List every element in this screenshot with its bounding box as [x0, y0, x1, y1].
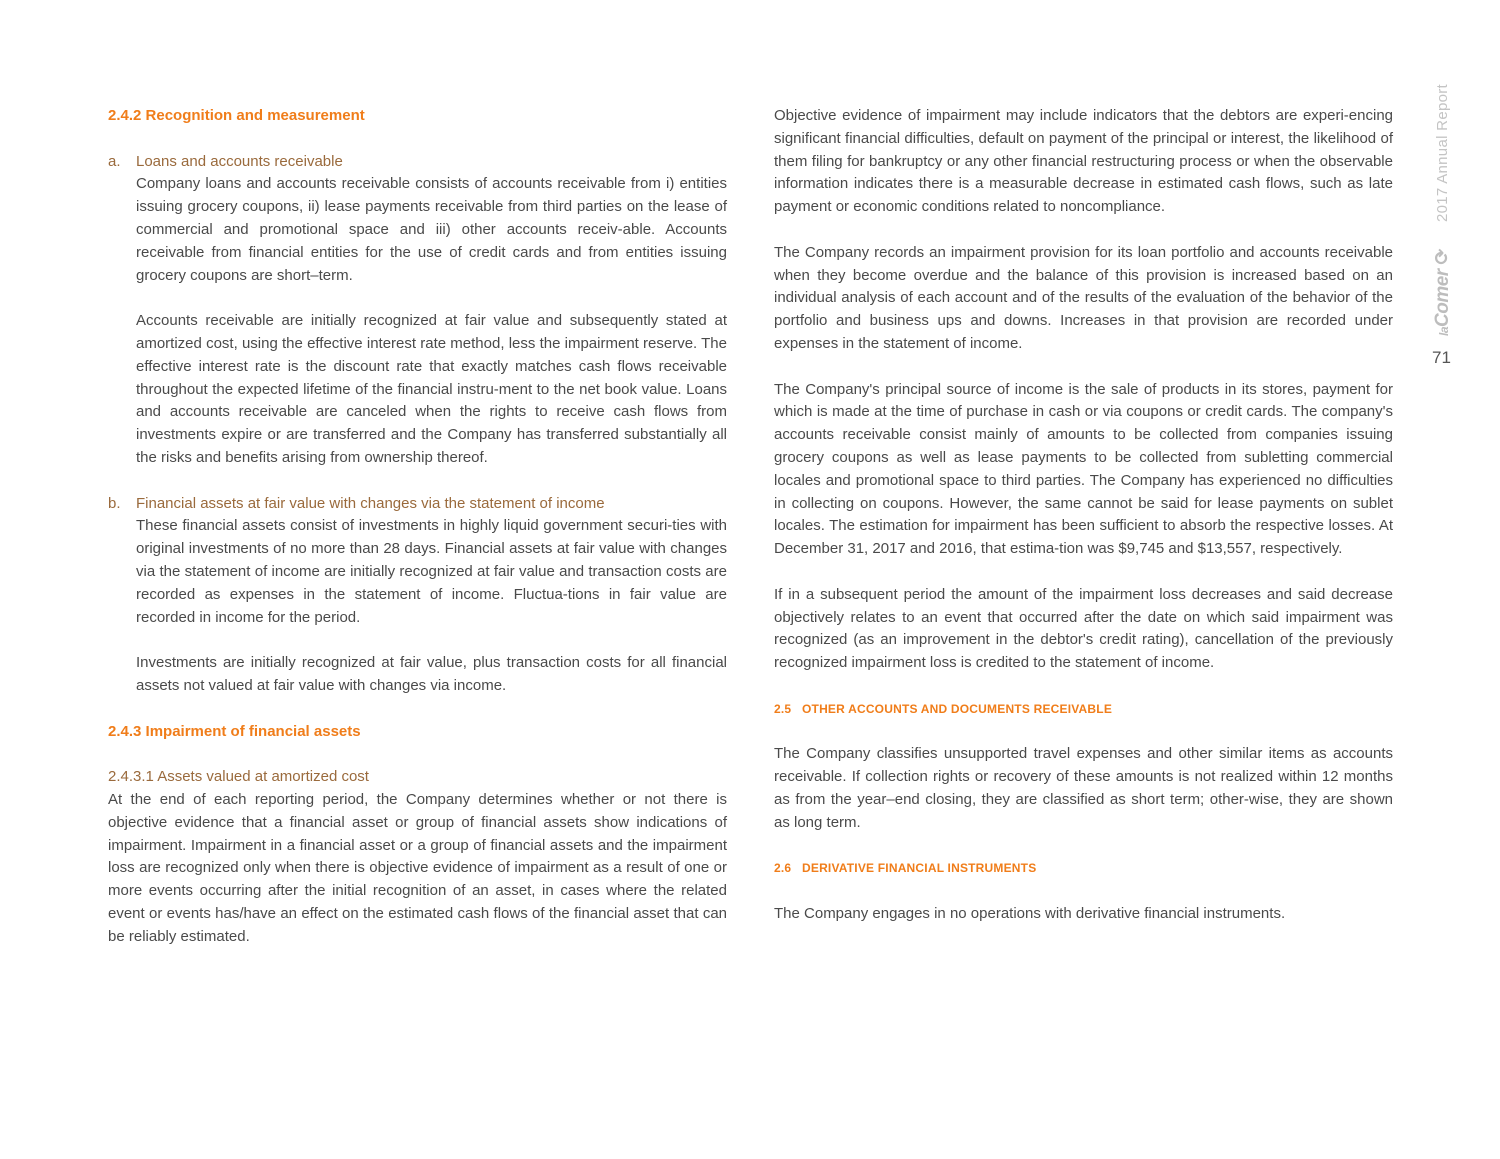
right-paragraph-2: The Company records an impairment provision for its loan portfolio and accounts receivable when they become overdue and the balance of this provision is increased based on an individual analysis of each account and of the results of the evaluation of the behavior of the portfolio and business ups and downs. Increases in that provision are recorded under expenses in the statement of income.: [774, 243, 1393, 352]
lacomer-logo: [1431, 249, 1454, 336]
right-paragraph-5: The Company classifies unsupported travel expenses and other similar items as accounts receivable. If collection rights or recovery of these amounts is not realized within 12 months as from the year–end closing, they are classified as short term; other-wise, they are shown as long term.: [774, 745, 1393, 831]
item-b-marker: b.: [108, 494, 121, 512]
section-2-5-heading: [774, 698, 1393, 721]
item-b-title: Financial assets at fair value with changes via the statement of income: [136, 494, 605, 512]
annual-report-label: 2017 Annual Report: [1434, 83, 1451, 222]
item-a-marker: a.: [108, 152, 121, 170]
logo-prefix: la: [1437, 326, 1451, 336]
section-2-6-heading: [774, 857, 1393, 880]
item-b-paragraph-1: These financial assets consist of investments in highly liquid government securi-ties with original investments of no more than 28 days. Financial assets at fair value with changes via the statement of income are initially recognized at fair value and transaction costs are recorded as expenses in the statement of income. Fluctua-tions in fair value are recorded in income for the period.: [136, 517, 727, 626]
right-paragraph-1: Objective evidence of impairment may include indicators that the debtors are experi-encing significant financial difficulties, default on payment of the principal or interest, the likelihood of them filing for bankruptcy or any other financial restructuring process or when the observable information indicates there is a measurable decrease in estimated cash flows, such as late payment or economic conditions related to noncompliance.: [774, 107, 1393, 216]
item-a-paragraph-2: Accounts receivable are initially recognized at fair value and subsequently stated at amortized cost, using the effective interest rate method, less the impairment reserve. The effective interest rate is the discount rate that exactly matches cash flows receivable throughout the expected lifetime of the financial instru-ment to the net book value. Loans and accounts receivable are canceled when the rights to receive cash flows from investments expire or are transferred and the Company has transferred substantially all the risks and benefits arising from ownership thereof.: [136, 312, 727, 466]
section-2-5-title: OTHER ACCOUNTS AND DOCUMENTS RECEIVABLE: [802, 701, 1113, 716]
page-number: 71: [1432, 348, 1451, 367]
list-item-b: [108, 493, 727, 698]
item-a-paragraph-1: Company loans and accounts receivable consists of accounts receivable from i) entities issuing grocery coupons, ii) lease payments receivable from third parties on the lease of commercial and promotional space and iii) other accounts receiv-able. Accounts receivable from financial entities for the use of credit cards and from entities issuing grocery coupons are short–term.: [136, 175, 727, 284]
logo-name: Comer: [1432, 269, 1453, 327]
right-paragraph-3: The Company's principal source of income is the sale of products in its stores, payment for which is made at the time of purchase in cash or via coupons or credit cards. The company's accounts receivable consist mainly of amounts to be collected from companies issuing grocery coupons as well as lease payments to be collected from subletting commercial locales and promotional space to third parties. The Company has experienced no difficulties in collecting on coupons. However, the same cannot be said for lease payments on sublet locales. The estimation for impairment has been sufficient to absorb the respective losses. At December 31, 2017 and 2016, that estima-tion was $9,745 and $13,557, respectively.: [774, 380, 1393, 558]
paragraph-2-4-3-1: At the end of each reporting period, the Company determines whether or not there is objective evidence that a financial asset or group of financial assets show indications of impairment. Impairment in a financial asset or a group of financial assets and the impairment loss are recognized only when there is objective evidence of impairment as a result of one or more events occurring after the initial recognition of an asset, in cases where the related event or events has/have an effect on the estimated cash flows of the financial asset that can be reliably estimated.: [108, 790, 727, 945]
section-2-6-title: DERIVATIVE FINANCIAL INSTRUMENTS: [802, 861, 1037, 876]
item-a-title: Loans and accounts receivable: [136, 152, 343, 170]
list-item-a: [108, 151, 727, 470]
logo-swirl-icon: ⟳: [1432, 249, 1453, 265]
heading-2-4-2: 2.4.2 Recognition and measurement: [108, 107, 365, 124]
right-column: [774, 105, 1393, 926]
heading-2-4-3-1: 2.4.3.1 Assets valued at amortized cost: [108, 768, 369, 786]
right-paragraph-4: If in a subsequent period the amount of the impairment loss decreases and said decrease objectively relates to an event that occurred after the date on which said impairment was recognized (as an improvement in the debtor's credit rating), cancellation of the previously recognized impairment loss is credited to the statement of income.: [774, 585, 1393, 672]
heading-2-4-3: 2.4.3 Impairment of financial assets: [108, 722, 361, 740]
section-2-6-number: 2.6: [774, 861, 792, 876]
section-2-5-number: 2.5: [774, 701, 792, 716]
left-column: [108, 105, 727, 948]
item-b-paragraph-2: Investments are initially recognized at fair value, plus transaction costs for all financial assets not valued at fair value with changes via income.: [136, 654, 727, 694]
right-paragraph-6: The Company engages in no operations with derivative financial instruments.: [774, 904, 1286, 922]
